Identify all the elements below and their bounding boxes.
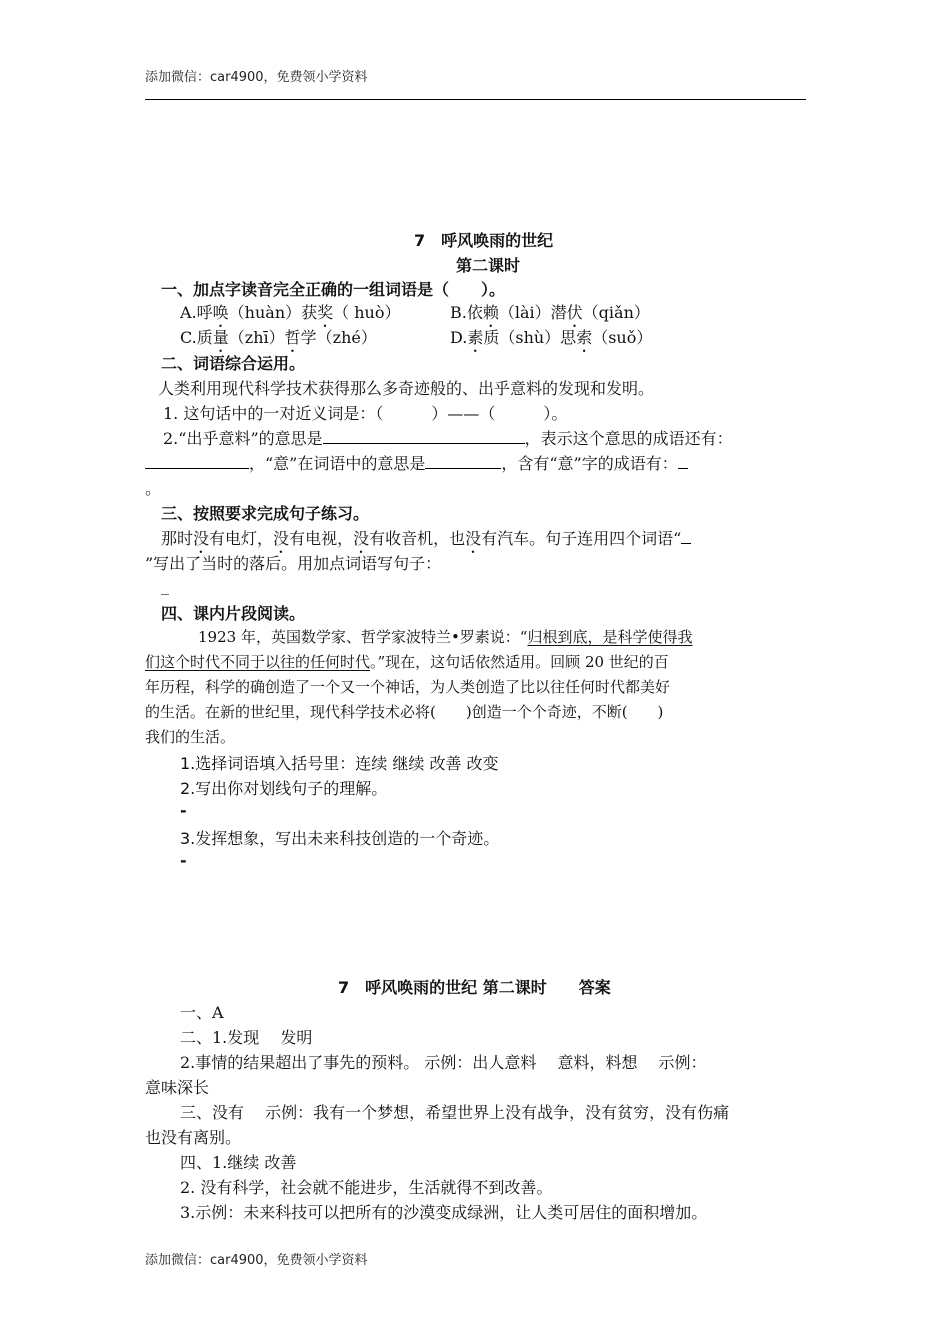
page-header: 添加微信：car4900，免费领小学资料 xyxy=(145,70,368,85)
answer-9: 3.示例：未来科技可以把所有的沙漠变成绿洲，让人类可居住的面积增加。 xyxy=(180,1203,708,1222)
s1-option-c: C.质量（zhī）哲学（zhé） xyxy=(180,328,377,347)
s4-p2: 们这个时代不同于以往的任何时代。”现在，这句话依然适用。回顾 20 世纪的百 xyxy=(145,653,669,671)
s4-dash2: - xyxy=(180,851,187,870)
s4-q2: 2.写出你对划线句子的理解。 xyxy=(180,779,388,798)
lesson-title: 7 呼风唤雨的世纪 xyxy=(414,231,554,250)
page-footer: 添加微信：car4900，免费领小学资料 xyxy=(145,1253,368,1268)
s2-heading: 二、词语综合运用。 xyxy=(161,354,306,373)
s4-heading: 四、课内片段阅读。 xyxy=(161,604,306,623)
s2-q2-line1: 2.“出乎意料”的意思是 ，表示这个意思的成语还有： xyxy=(163,429,733,448)
header-rule xyxy=(145,99,806,100)
s3-line3: _ xyxy=(161,576,169,595)
answer-4: 意味深长 xyxy=(145,1078,210,1097)
answer-6: 也没有离别。 xyxy=(145,1128,242,1147)
s4-p3: 年历程，科学的确创造了一个又一个神话，为人类创造了比以往任何时代都美好 xyxy=(145,678,671,696)
s1-option-a: A.呼唤（huàn）获奖（ huò） xyxy=(180,303,401,322)
s4-q3: 3.发挥想象，写出未来科技创造的一个奇迹。 xyxy=(180,829,500,848)
s4-p1: 1923 年，英国数学家、哲学家波特兰•罗素说：“归根到底，是科学使得我 xyxy=(198,628,693,646)
s1-option-d: D.素质（shù）思索（suǒ） xyxy=(450,328,653,347)
s2-q2-end: 。 xyxy=(145,479,162,498)
s4-dash1: - xyxy=(180,801,187,820)
s3-line1: 那时没有电灯，没有电视，没有收音机，也没有汽车。句子连用四个词语“ xyxy=(161,526,691,557)
s4-p4: 的生活。在新的世纪里，现代科学技术必将( )创造一个个奇迹，不断( ) xyxy=(145,703,664,721)
s3-line2: ”写出了当时的落后。用加点词语写句子： xyxy=(145,554,442,573)
s1-heading: 一、加点字读音完全正确的一组词语是（ ）。 xyxy=(161,280,506,299)
answers-heading: 7 呼风唤雨的世纪 第二课时 答案 xyxy=(338,978,611,997)
s4-q1: 1.选择词语填入括号里：连续 继续 改善 改变 xyxy=(180,754,499,773)
answer-8: 2. 没有科学，社会就不能进步，生活就得不到改善。 xyxy=(180,1178,553,1197)
s3-heading: 三、按照要求完成句子练习。 xyxy=(161,504,370,523)
s2-q2-line2: ，“意”在词语中的意思是 ，含有“意”字的成语有： xyxy=(145,451,688,474)
answer-2: 二、1.发现 发明 xyxy=(180,1028,313,1047)
s1-option-b: B.依赖（lài）潜伏（qiǎn） xyxy=(450,303,650,322)
answer-1: 一、A xyxy=(180,1003,224,1022)
answer-7: 四、1.继续 改善 xyxy=(180,1153,297,1172)
answer-3: 2.事情的结果超出了事先的预料。 示例：出人意料 意料，料想 示例： xyxy=(180,1053,707,1072)
s2-q1: 1. 这句话中的一对近义词是：（ ）——（ ）。 xyxy=(163,404,568,423)
session-title: 第二课时 xyxy=(456,256,521,275)
answer-5: 三、没有 示例：我有一个梦想，希望世界上没有战争，没有贫穷，没有伤痛 xyxy=(180,1103,730,1122)
s2-sentence: 人类利用现代科学技术获得那么多奇迹般的、出乎意料的发现和发明。 xyxy=(158,379,655,398)
s4-p5: 我们的生活。 xyxy=(145,728,236,746)
